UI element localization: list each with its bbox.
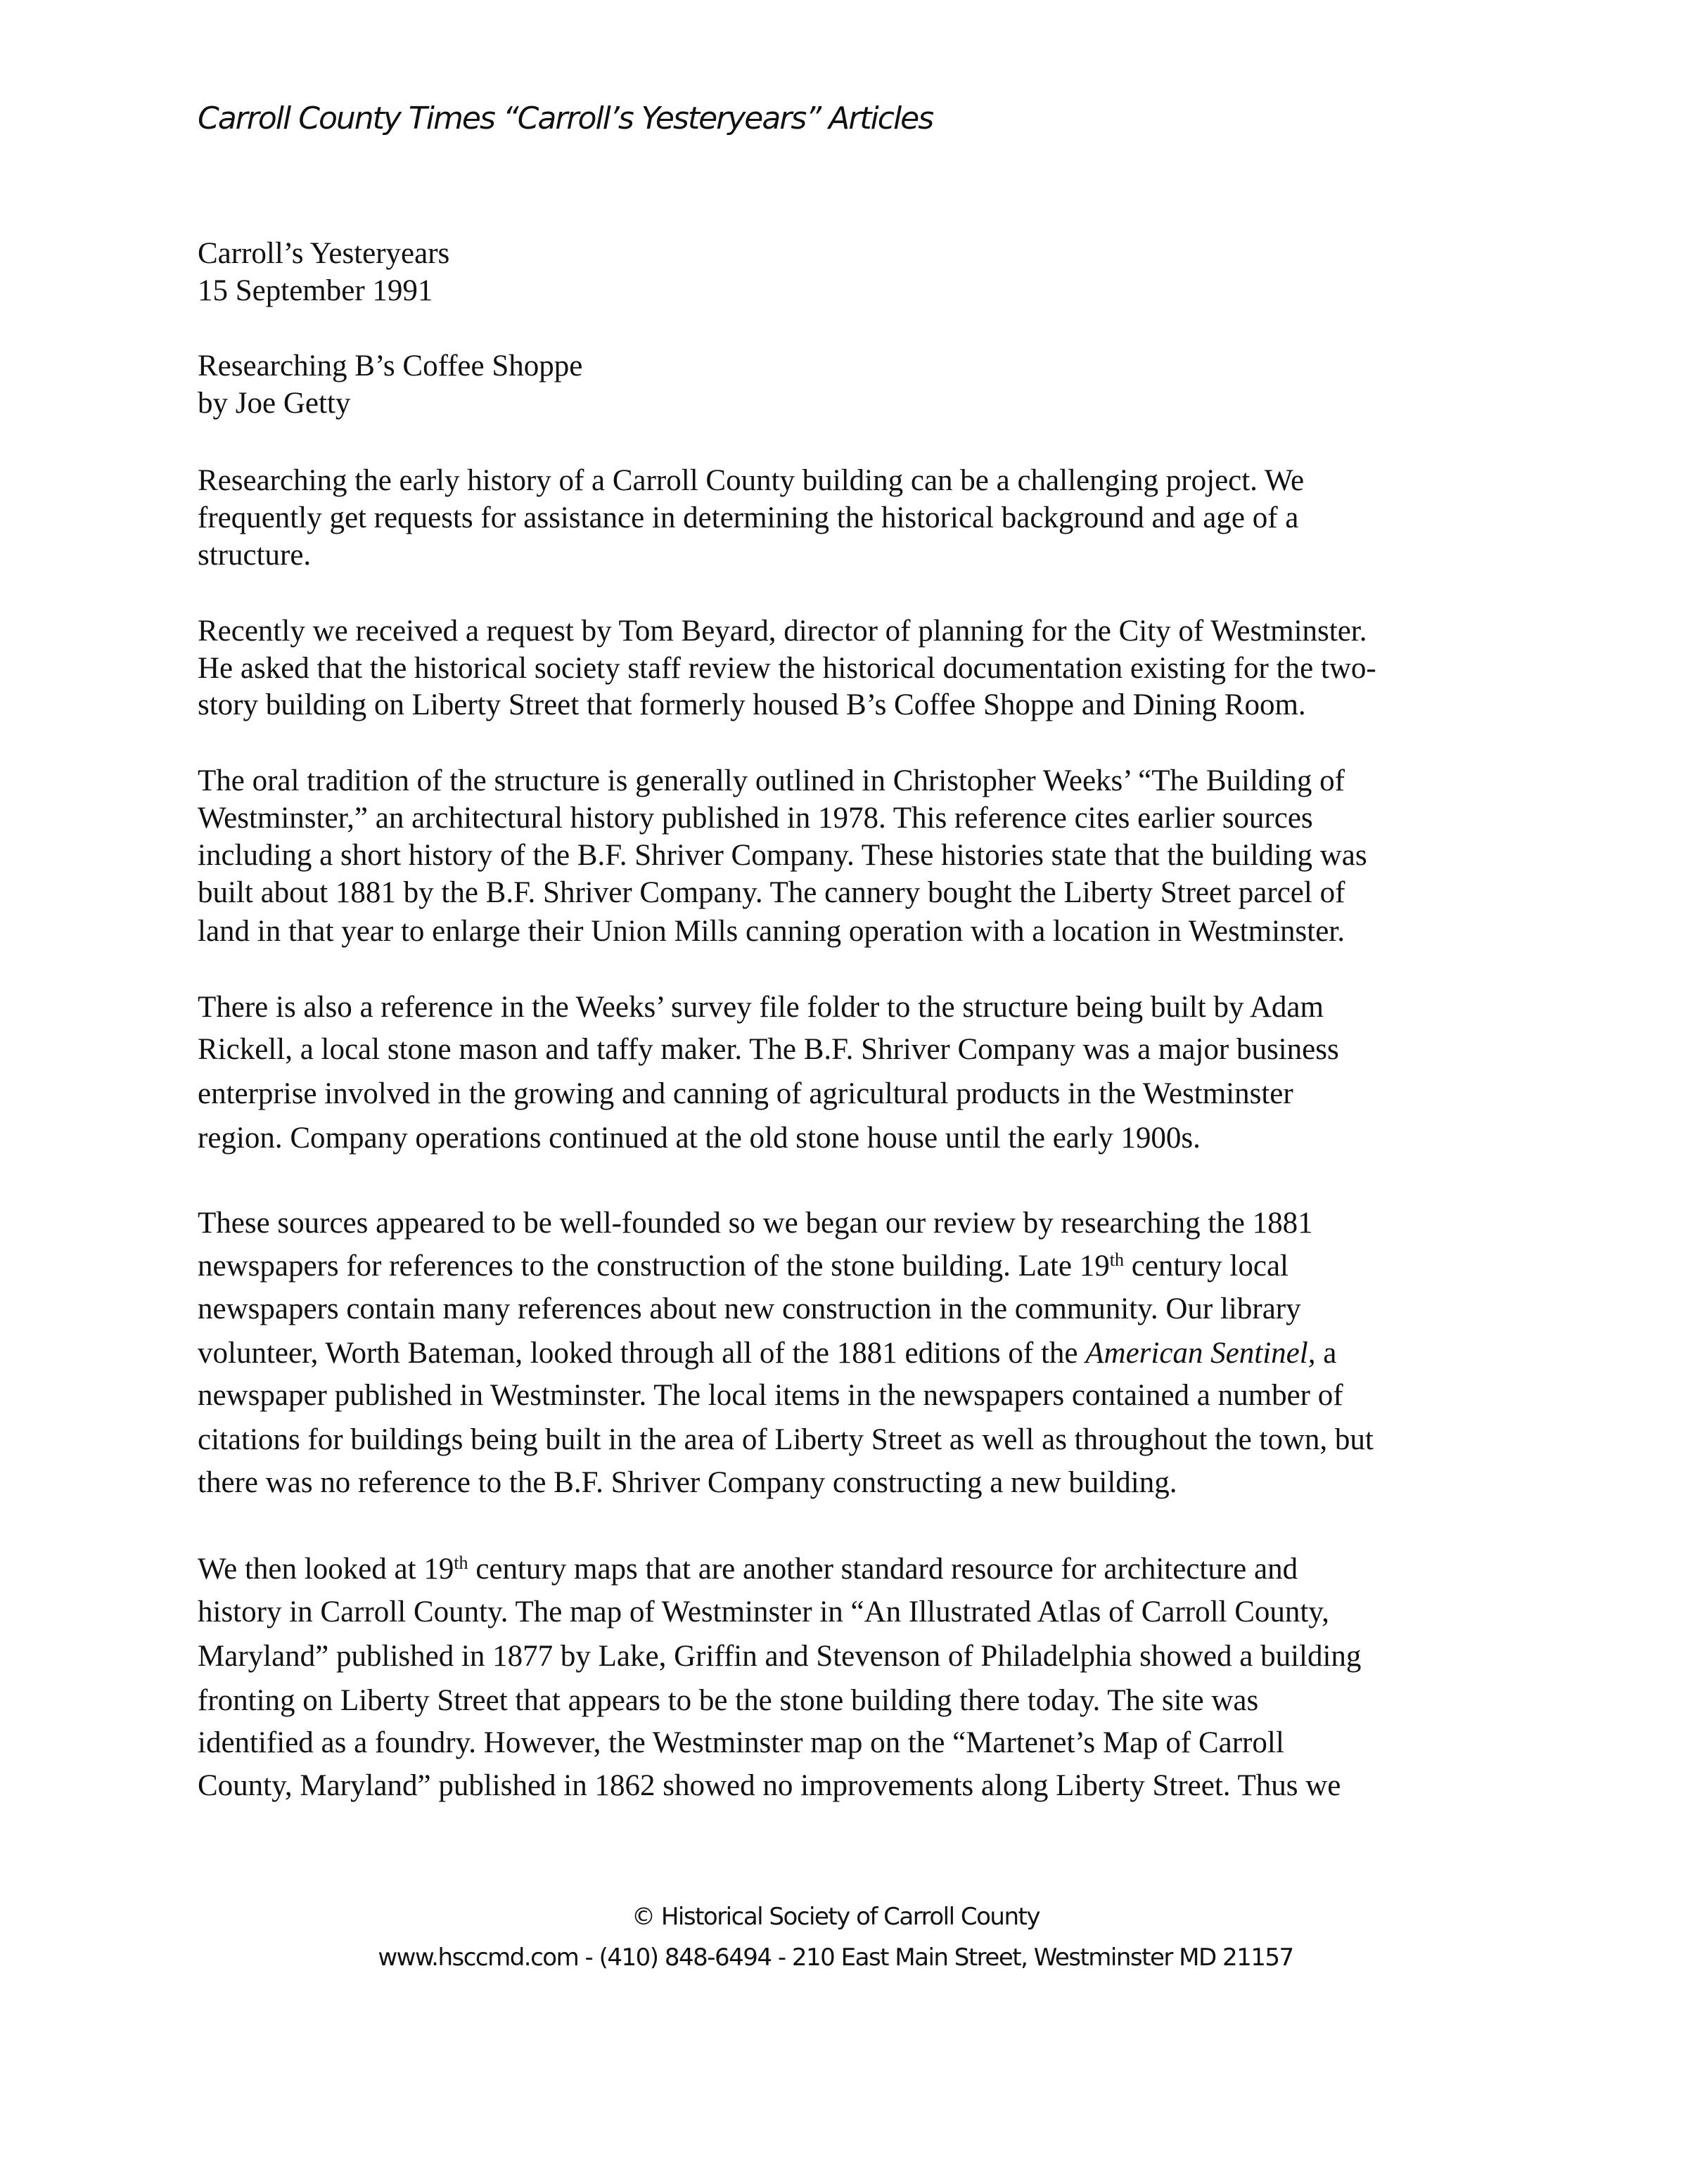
text-line: identified as a foundry. However, the Westminster map on the “Martenet’s Map of Carroll bbox=[198, 1726, 1284, 1760]
text-line: Maryland” published in 1877 by Lake, Griffin and Stevenson of Philadelphia showed a building bbox=[198, 1639, 1362, 1673]
text-line: land in that year to enlarge their Union Mills canning operation with a location in Westminster. bbox=[198, 914, 1345, 948]
text-line bbox=[198, 1338, 1336, 1368]
superscript: th bbox=[1109, 1250, 1124, 1271]
text-segment: volunteer, Worth Bateman, looked through all of the 1881 editions of the bbox=[198, 1336, 1086, 1370]
text-line: There is also a reference in the Weeks’ survey file folder to the structure being built by Adam bbox=[198, 990, 1324, 1024]
text-line: Recently we received a request by Tom Beyard, director of planning for the City of Westminster. bbox=[198, 614, 1367, 648]
italic-title: American Sentinel, bbox=[1085, 1336, 1316, 1370]
text-segment: We then looked at 19 bbox=[198, 1553, 454, 1586]
text-line: region. Company operations continued at the old stone house until the early 1900s. bbox=[198, 1121, 1201, 1155]
text-line: story building on Liberty Street that formerly housed B’s Coffee Shoppe and Dining Room. bbox=[198, 688, 1306, 722]
text-line: He asked that the historical society staff review the historical documentation existing for the two- bbox=[198, 651, 1376, 685]
text-line: Carroll’s Yesteryears bbox=[198, 236, 450, 270]
text-line: structure. bbox=[198, 538, 312, 572]
text-line: frequently get requests for assistance in determining the historical background and age of a bbox=[198, 501, 1299, 534]
text-segment: a bbox=[1315, 1336, 1337, 1370]
text-line: citations for buildings being built in the area of Liberty Street as well as throughout the town, but bbox=[198, 1423, 1374, 1457]
text-line: by Joe Getty bbox=[198, 387, 351, 420]
text-line: These sources appeared to be well-founded so we began our review by researching the 1881 bbox=[198, 1207, 1313, 1240]
text-line: newspapers contain many references about new construction in the community. Our library bbox=[198, 1292, 1301, 1325]
text-line bbox=[198, 1251, 1289, 1281]
text-line: fronting on Liberty Street that appears to be the stone building there today. The site was bbox=[198, 1683, 1259, 1717]
text-line: The oral tradition of the structure is generally outlined in Christopher Weeks’ “The Building of bbox=[198, 764, 1345, 798]
text-line bbox=[198, 1554, 1298, 1584]
text-line: Researching B’s Coffee Shoppe bbox=[198, 349, 583, 383]
text-line: history in Carroll County. The map of Westminster in “An Illustrated Atlas of Carroll County, bbox=[198, 1595, 1329, 1629]
text-segment: century maps that are another standard resource for architecture and bbox=[468, 1553, 1298, 1586]
text-line: newspaper published in Westminster. The local items in the newspapers contained a number of bbox=[198, 1379, 1343, 1413]
text-line: enterprise involved in the growing and canning of agricultural products in the Westminster bbox=[198, 1077, 1293, 1111]
text-line: County, Maryland” published in 1862 showed no improvements along Liberty Street. Thus we bbox=[198, 1769, 1341, 1803]
footer-contact: www.hsccmd.com - (410) 848-6494 - 210 East Main Street, Westminster MD 21157 bbox=[378, 1944, 1293, 1972]
text-line: Rickell, a local stone mason and taffy maker. The B.F. Shriver Company was a major business bbox=[198, 1033, 1339, 1067]
text-line: there was no reference to the B.F. Shriver Company constructing a new building. bbox=[198, 1465, 1177, 1499]
text-line: 15 September 1991 bbox=[198, 274, 433, 307]
document-header: Carroll County Times “Carroll’s Yesteryears” Articles bbox=[198, 101, 933, 136]
footer-copyright: © Historical Society of Carroll County bbox=[632, 1903, 1040, 1931]
text-line: including a short history of the B.F. Shriver Company. These histories state that the building was bbox=[198, 839, 1367, 873]
text-segment: newspapers for references to the construction of the stone building. Late 19 bbox=[198, 1250, 1110, 1283]
text-line: Westminster,” an architectural history published in 1978. This reference cites earlier sources bbox=[198, 802, 1313, 835]
text-line: built about 1881 by the B.F. Shriver Company. The cannery bought the Liberty Street parcel of bbox=[198, 876, 1345, 910]
text-segment: century local bbox=[1123, 1250, 1289, 1283]
text-line: Researching the early history of a Carroll County building can be a challenging project. We bbox=[198, 464, 1305, 497]
superscript: th bbox=[454, 1553, 468, 1574]
